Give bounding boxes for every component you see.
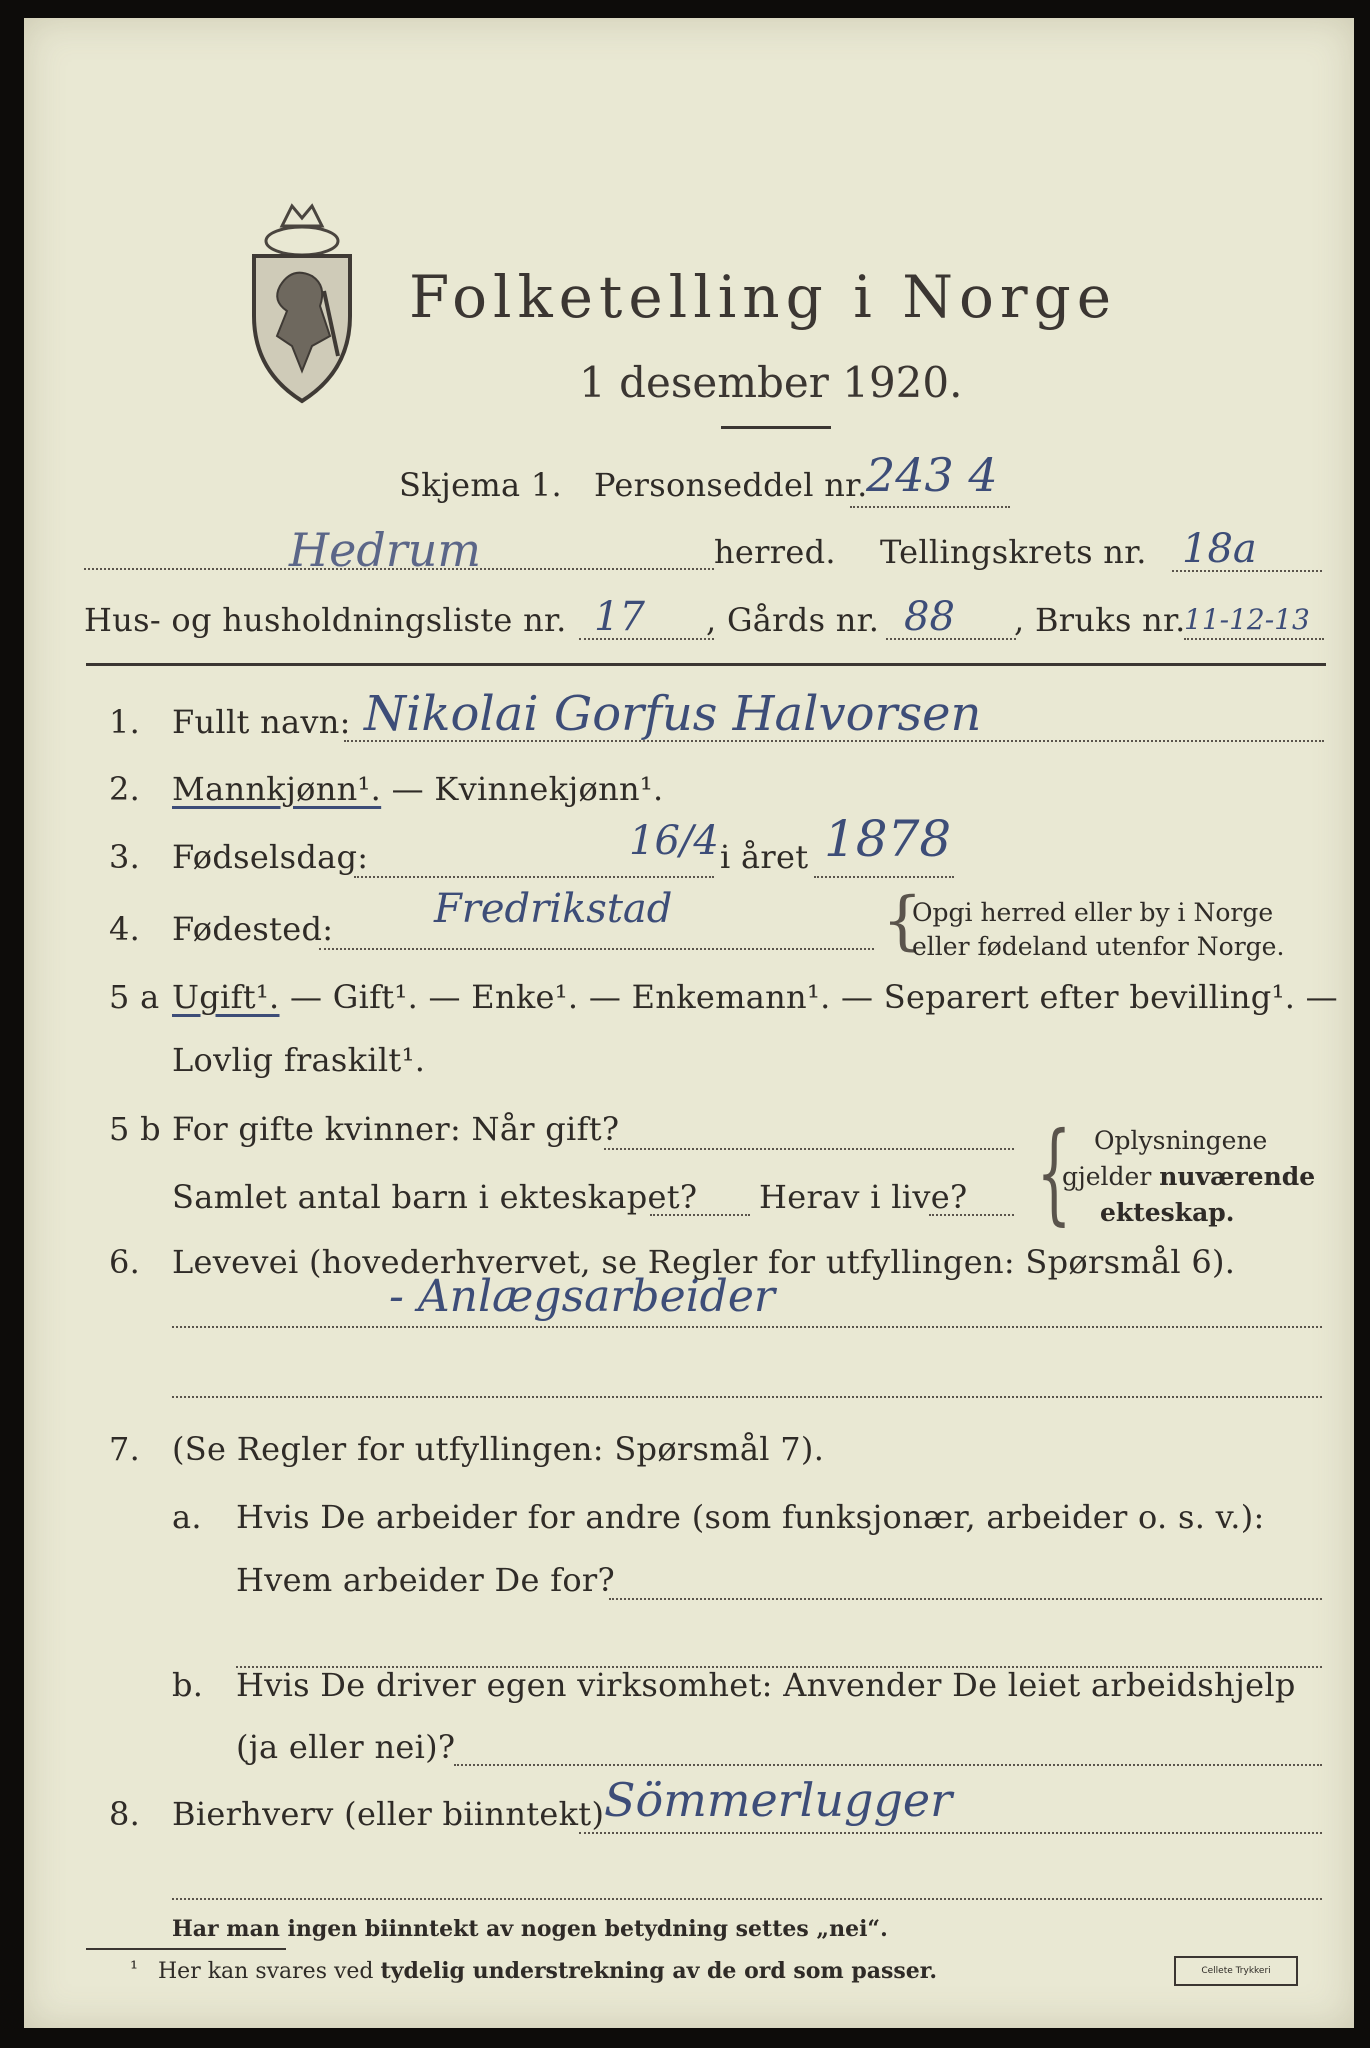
- q7a-letter: a.: [172, 1498, 202, 1536]
- q5a-lovlig-fraskilt[interactable]: Lovlig fraskilt¹.: [172, 1041, 426, 1079]
- q2-female-option[interactable]: Kvinnekjønn¹.: [434, 770, 664, 808]
- personseddel-field-line: [850, 506, 1010, 508]
- q7a-label-line1: Hvis De arbeider for andre (som funksjonær, arbeider o. s. v.):: [236, 1498, 1265, 1536]
- q6-field-line2: [172, 1396, 1322, 1398]
- q5b-children-label: Samlet antal barn i ekteskapet?: [172, 1178, 698, 1216]
- q3-birth-year[interactable]: 1878: [824, 810, 952, 868]
- footnote-text-a: Her kan svares ved: [158, 1959, 381, 1984]
- q4-note-line2: eller fødeland utenfor Norge.: [912, 932, 1285, 961]
- q8-label: Bierhverv (eller biinntekt): [172, 1795, 605, 1833]
- q1-label: Fullt navn:: [172, 703, 351, 741]
- personseddel-label: Personseddel nr.: [594, 466, 868, 504]
- q3-label: Fødselsdag:: [172, 838, 369, 876]
- q8-field-line2: [172, 1898, 1322, 1900]
- q5b-note-line2a: gjelder: [1062, 1162, 1160, 1191]
- q7-number: 7.: [109, 1430, 141, 1468]
- footnote-divider: [86, 1948, 286, 1950]
- q5a-number: 5 a: [109, 978, 160, 1016]
- q4-note-line1: Opgi herred eller by i Norge: [912, 898, 1274, 927]
- header-divider: [86, 663, 1326, 666]
- q5b-alive-label: Herav i live?: [759, 1178, 968, 1216]
- q6-field-line1: [172, 1326, 1322, 1328]
- herred-value[interactable]: Hedrum: [289, 523, 482, 577]
- personseddel-value[interactable]: 243 4: [866, 448, 998, 502]
- title-divider: [721, 426, 831, 429]
- q5b-married-field-line: [604, 1148, 1014, 1150]
- q3-number: 3.: [109, 838, 141, 876]
- schema-label: Skjema 1.: [399, 466, 562, 504]
- census-date: 1 desember 1920.: [579, 358, 963, 407]
- q7b-label-line1: Hvis De driver egen virksomhet: Anvender De leiet arbeidshjelp: [236, 1666, 1296, 1704]
- page-title: Folketelling i Norge: [409, 263, 1118, 331]
- q7b-field-line: [454, 1764, 1322, 1766]
- q2-separator: —: [381, 770, 435, 808]
- gards-label: , Gårds nr.: [706, 601, 880, 639]
- q4-birthplace[interactable]: Fredrikstad: [434, 886, 673, 932]
- printer-stamp: Cellete Trykkeri: [1174, 1956, 1298, 1986]
- tellingskrets-label: Tellingskrets nr.: [880, 533, 1147, 571]
- bruks-field-line: [1184, 638, 1324, 640]
- q7a-label-line2: Hvem arbeider De for?: [236, 1561, 615, 1599]
- q7a-field-line1: [609, 1598, 1322, 1600]
- q3-day-field-line: [354, 876, 714, 878]
- q5b-alive-field-line: [929, 1214, 1014, 1216]
- q5b-note-line3: ekteskap.: [1100, 1198, 1235, 1227]
- q8-field-line1: [579, 1832, 1322, 1834]
- husholdning-label: Hus- og husholdningsliste nr.: [84, 601, 567, 639]
- q5b-note-line2b: nuværende: [1159, 1162, 1316, 1191]
- q5b-brace: {: [1036, 1108, 1072, 1236]
- q5a-other-options[interactable]: — Gift¹. — Enke¹. — Enkemann¹. — Separert efter bevilling¹. —: [279, 978, 1338, 1016]
- q2-number: 2.: [109, 770, 141, 808]
- q3-year-label: i året: [720, 838, 809, 876]
- q4-brace: {: [882, 884, 923, 958]
- q4-number: 4.: [109, 910, 141, 948]
- q4-field-line: [319, 948, 874, 950]
- bruks-label: , Bruks nr.: [1014, 601, 1186, 639]
- q5a-ugift-option[interactable]: Ugift¹.: [172, 978, 280, 1016]
- herred-label: herred.: [714, 533, 836, 571]
- q7b-letter: b.: [172, 1666, 204, 1704]
- census-form-page: [24, 18, 1354, 2028]
- q3-year-field-line: [814, 876, 954, 878]
- q4-label: Fødested:: [172, 910, 334, 948]
- q3-birth-day[interactable]: 16/4: [629, 818, 719, 864]
- bruks-value[interactable]: 11-12-13: [1184, 603, 1310, 636]
- q6-occupation[interactable]: - Anlægsarbeider: [389, 1271, 775, 1322]
- q1-full-name[interactable]: Nikolai Gorfus Halvorsen: [364, 686, 982, 742]
- q7-label: (Se Regler for utfyllingen: Spørsmål 7).: [172, 1430, 825, 1468]
- q8-number: 8.: [109, 1795, 141, 1833]
- q5b-note-line1: Oplysningene: [1094, 1126, 1268, 1155]
- footnote-text-b: tydelig understrekning av de ord som passer.: [380, 1958, 938, 1984]
- q8-side-occupation[interactable]: Sömmerlugger: [604, 1773, 953, 1827]
- footer-note: Har man ingen biinntekt av nogen betydning settes „nei“.: [172, 1916, 888, 1942]
- q2-male-option[interactable]: Mannkjønn¹.: [172, 770, 382, 808]
- q5b-number: 5 b: [109, 1110, 161, 1148]
- gards-value[interactable]: 88: [904, 594, 955, 640]
- coat-of-arms-icon: [242, 196, 362, 406]
- tellingskrets-value[interactable]: 18a: [1182, 526, 1257, 572]
- q6-label: Levevei (hovederhvervet, se Regler for utfyllingen: Spørsmål 6).: [172, 1243, 1236, 1281]
- footnote-mark: ¹: [130, 1956, 139, 1980]
- q7b-label-line2: (ja eller nei)?: [236, 1728, 456, 1766]
- q5b-married-label: For gifte kvinner: Når gift?: [172, 1110, 620, 1148]
- q1-number: 1.: [109, 703, 141, 741]
- q5b-children-field-line: [650, 1214, 750, 1216]
- q6-number: 6.: [109, 1243, 141, 1281]
- husholdning-value[interactable]: 17: [594, 594, 645, 640]
